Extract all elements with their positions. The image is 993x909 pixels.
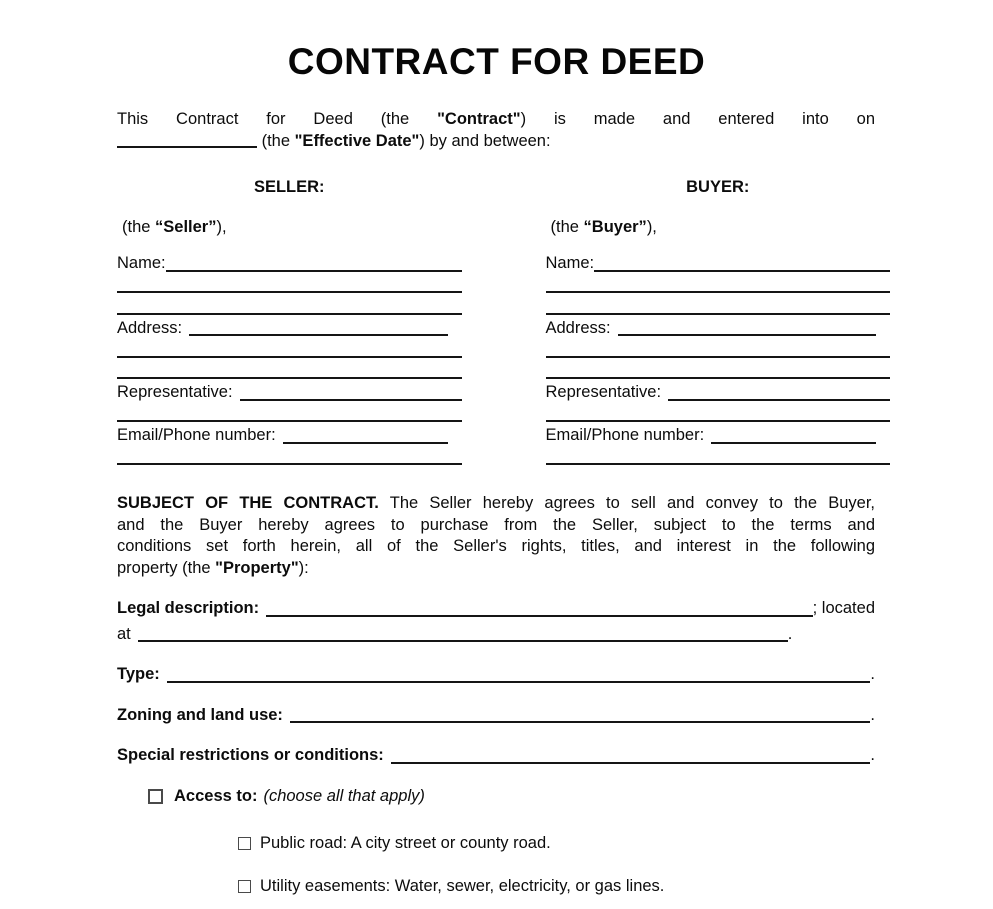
public-road-option-row (238, 833, 875, 855)
seller-representative-input[interactable] (240, 382, 462, 401)
effective-date-term: "Effective Date" (294, 131, 420, 150)
buyer-intro-text: (the (550, 217, 584, 236)
intro-text: This Contract for Deed (the (117, 110, 438, 128)
legal-description-row (117, 598, 875, 620)
seller-name-row-3 (117, 296, 462, 318)
subject-line-2: and the Buyer hereby agrees to purchase from the Seller, subject to the terms and (117, 515, 875, 534)
seller-term: “Seller” (155, 217, 217, 236)
intro-line-1 (117, 109, 875, 131)
seller-representative-line-2[interactable] (117, 404, 462, 423)
buyer-email-input[interactable] (711, 425, 876, 444)
seller-fields (117, 253, 462, 468)
effective-date-blank[interactable] (117, 131, 257, 148)
access-to-row (148, 786, 875, 808)
type-row (117, 664, 875, 686)
seller-name-line-2[interactable] (117, 275, 462, 294)
seller-address-input[interactable] (189, 318, 447, 337)
located-at-tail: . (787, 624, 793, 643)
seller-email-label: Email/Phone number: (117, 426, 276, 444)
subject-line-4 (117, 558, 875, 580)
seller-intro (117, 217, 462, 239)
seller-representative-row (117, 382, 462, 404)
special-restrictions-tail: . (870, 746, 875, 764)
page-title: CONTRACT FOR DEED (287, 41, 706, 82)
seller-representative-row-2 (117, 404, 462, 426)
buyer-name-row-2 (546, 275, 891, 297)
subject-text: The Seller hereby agrees to sell and convey to the Buyer, (378, 494, 875, 512)
special-restrictions-label: Special restrictions or conditions: (117, 746, 384, 764)
public-road-label: Public road: A city street or county road. (260, 834, 551, 853)
buyer-column (546, 177, 891, 468)
access-to-hint: (choose all that apply) (263, 786, 425, 805)
buyer-email-label: Email/Phone number: (545, 426, 705, 444)
located-at-row (117, 624, 875, 646)
seller-intro-text: ), (216, 217, 227, 236)
buyer-address-input[interactable] (618, 318, 876, 337)
buyer-address-line-2[interactable] (546, 339, 891, 358)
seller-email-row (117, 425, 462, 447)
zoning-label: Zoning and land use: (117, 705, 283, 724)
buyer-address-line-3[interactable] (546, 361, 891, 380)
subject-line-1 (117, 493, 875, 515)
subject-text: property (the (117, 558, 216, 577)
seller-email-line-2[interactable] (117, 447, 462, 466)
legal-description-tail: ; located (812, 599, 875, 617)
buyer-name-row (546, 253, 891, 275)
subject-of-contract-section (117, 493, 875, 579)
buyer-email-row-2 (546, 447, 891, 469)
buyer-name-line-3[interactable] (546, 296, 891, 315)
special-restrictions-input[interactable] (391, 745, 871, 764)
subject-text: ): (298, 558, 309, 577)
buyer-name-input[interactable] (594, 253, 890, 272)
contract-term: "Contract" (437, 110, 521, 128)
buyer-address-row-2 (546, 339, 891, 361)
seller-email-input[interactable] (283, 425, 448, 444)
located-at-label: at (117, 624, 131, 643)
utility-easements-option-row (238, 876, 875, 898)
legal-description-input[interactable] (266, 598, 813, 617)
seller-address-line-3[interactable] (117, 361, 462, 380)
buyer-intro-text: ), (646, 217, 657, 236)
subject-line-3: conditions set forth herein, all of the Seller's rights, titles, and interest in the following (117, 537, 875, 555)
seller-address-line-2[interactable] (117, 339, 462, 358)
buyer-name-row-3 (546, 296, 891, 318)
buyer-representative-label: Representative: (545, 383, 662, 401)
seller-name-label: Name: (117, 254, 166, 272)
subject-heading: SUBJECT OF THE CONTRACT. (117, 494, 379, 512)
utility-easements-label: Utility easements: Water, sewer, electricity, or gas lines. (260, 876, 665, 895)
buyer-name-line-2[interactable] (546, 275, 891, 294)
buyer-email-row (546, 425, 891, 447)
access-to-checkbox[interactable] (148, 789, 163, 804)
type-label: Type: (117, 665, 160, 683)
buyer-fields (546, 253, 891, 468)
buyer-term: “Buyer” (583, 217, 647, 236)
buyer-address-row (546, 318, 891, 340)
seller-name-input[interactable] (166, 253, 462, 272)
document-body (117, 109, 875, 897)
type-input[interactable] (167, 664, 871, 683)
seller-address-row-2 (117, 339, 462, 361)
zoning-input[interactable] (290, 705, 870, 724)
seller-intro-text: (the (122, 217, 156, 236)
buyer-intro (546, 217, 891, 239)
seller-name-row-2 (117, 275, 462, 297)
seller-name-row (117, 253, 462, 275)
buyer-name-label: Name: (545, 254, 595, 272)
seller-header: SELLER: (253, 178, 325, 196)
buyer-representative-input[interactable] (668, 382, 890, 401)
buyer-header: BUYER: (686, 178, 750, 196)
seller-email-row-2 (117, 447, 462, 469)
buyer-representative-row (546, 382, 891, 404)
buyer-address-row-3 (546, 361, 891, 383)
legal-description-label: Legal description: (117, 599, 260, 617)
property-term: "Property" (215, 558, 299, 577)
buyer-email-line-2[interactable] (546, 447, 891, 466)
buyer-address-label: Address: (545, 318, 611, 337)
parties-section (117, 177, 890, 468)
seller-representative-label: Representative: (117, 383, 233, 401)
type-tail: . (870, 665, 875, 683)
seller-address-row (117, 318, 462, 340)
access-to-label: Access to: (174, 786, 258, 805)
seller-address-row-3 (117, 361, 462, 383)
public-road-checkbox[interactable] (238, 837, 251, 850)
special-restrictions-row (117, 745, 875, 767)
seller-address-label: Address: (117, 318, 183, 337)
buyer-representative-line-2[interactable] (546, 404, 891, 423)
intro-text: (the (257, 131, 295, 150)
located-at-input[interactable] (138, 624, 788, 643)
seller-column (117, 177, 462, 468)
intro-text: ) by and between: (419, 131, 551, 150)
zoning-row (117, 705, 875, 727)
utility-easements-checkbox[interactable] (238, 880, 251, 893)
seller-name-line-3[interactable] (117, 296, 462, 315)
zoning-tail: . (870, 705, 875, 724)
buyer-representative-row-2 (546, 404, 891, 426)
intro-line-2 (117, 131, 875, 153)
intro-text: ) is made and entered into on (520, 110, 875, 128)
